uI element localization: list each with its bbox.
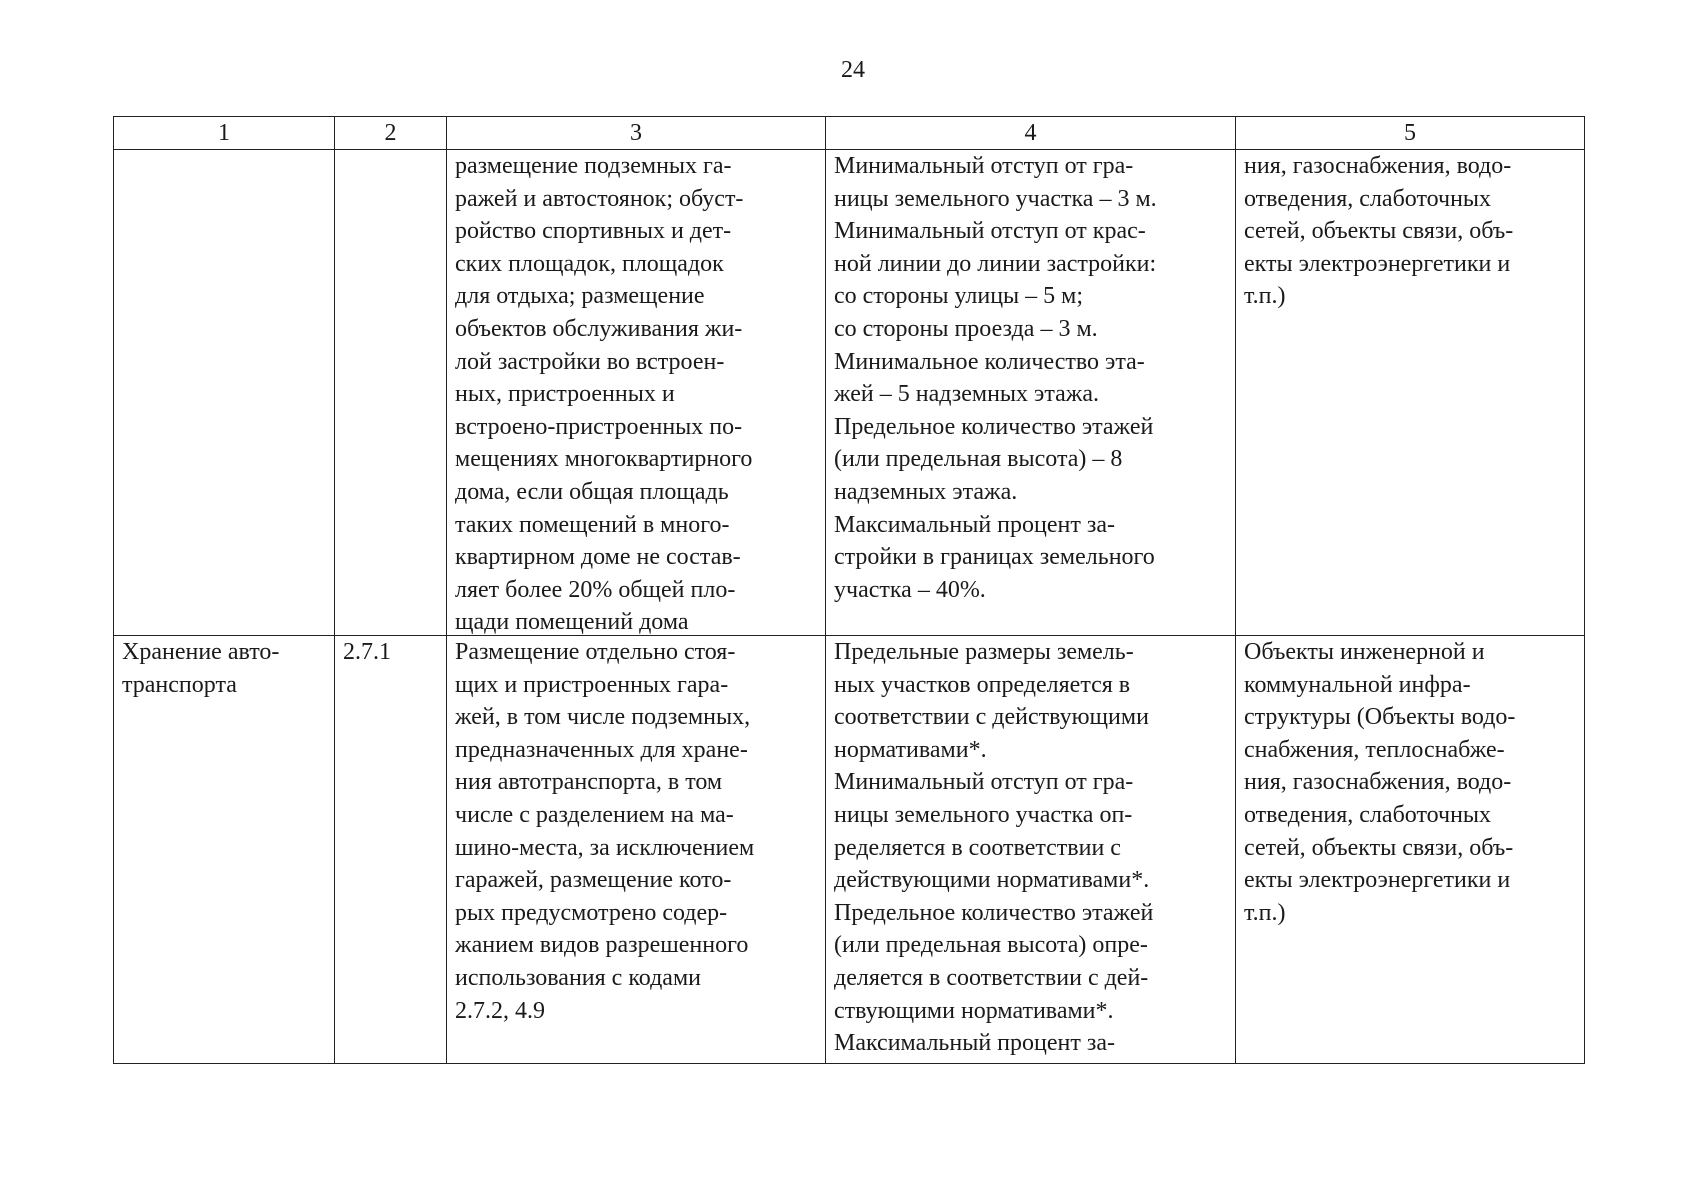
- header-cell-3: 3: [447, 117, 826, 150]
- cell-use-description: [447, 636, 826, 1064]
- cell-text: 2.7.1: [343, 639, 391, 665]
- cell-use-name: [114, 636, 335, 1064]
- page-number: 24: [841, 57, 865, 83]
- cell-text: Хранение авто- транспорта: [122, 639, 280, 698]
- cell-use-code: [335, 150, 447, 636]
- cell-text: Предельные размеры земель- ных участков определяется в соответствии с действующими нормативами*. Минимальный отступ от гра- ницы земельного участка оп- ределяется в соответствии с действующими нормативами*. Предельное количество этажей (или предельная высота) опре- деляется в соответствии с дей- ствующими нормативами*. Максимальный процент за-: [834, 639, 1154, 1057]
- cell-use-description: [447, 150, 826, 636]
- header-cell-4: 4: [826, 117, 1236, 150]
- cell-infrastructure: [1236, 636, 1585, 1064]
- cell-text: размещение подземных га- ражей и автостоянок; обуст- ройство спортивных и дет- ских площадок, площадок для отдыха; размещение объектов обслуживания жи- лой застройки во встроен- ных, пристроенных и встроено-пристроенных по- мещениях многоквартирного дома, если общая площадь таких помещений в много- квартирном доме не состав- ляет более 20% общей пло- щади помещений дома: [455, 153, 753, 635]
- table-row: [114, 636, 1585, 1064]
- cell-text: ния, газоснабжения, водо- отведения, слаботочных сетей, объекты связи, объ- екты электроэнергетики и т.п.): [1244, 153, 1514, 310]
- header-cell-1: 1: [114, 117, 335, 150]
- cell-text: Размещение отдельно стоя- щих и пристроенных гара- жей, в том числе подземных, предназначенных для хране- ния автотранспорта, в том числе с разделением на ма- шино-места, за исключением гаражей, размещение кото- рых предусмотрено содер- жанием видов разрешенного использования с кодами 2.7.2, 4.9: [455, 639, 755, 1024]
- table-header-row: [114, 117, 1585, 150]
- cell-infrastructure: [1236, 150, 1585, 636]
- cell-text: [343, 150, 438, 635]
- land-use-table: [113, 116, 1585, 1064]
- cell-use-code: [335, 636, 447, 1064]
- header-cell-5: 5: [1236, 117, 1585, 150]
- table-row: [114, 150, 1585, 636]
- cell-parameters: [826, 636, 1236, 1064]
- cell-text: Минимальный отступ от гра- ницы земельного участка – 3 м. Минимальный отступ от крас- ной линии до линии застройки: со стороны улицы – 5 м; со стороны проезда – 3 м. Минимальное количество эта- жей – 5 надземных этажа. Предельное количество этажей (или предельная высота) – 8 надземных этажа. Максимальный процент за- стройки в границах земельного участка – 40%.: [834, 153, 1157, 603]
- cell-text: [122, 150, 326, 635]
- header-cell-2: 2: [335, 117, 447, 150]
- cell-use-name: [114, 150, 335, 636]
- cell-parameters: [826, 150, 1236, 636]
- cell-text: Объекты инженерной и коммунальной инфра- структуры (Объекты водо- снабжения, теплоснабже- ния, газоснабжения, водо- отведения, слаботочных сетей, объекты связи, объ- екты электроэнергетики и т.п.): [1244, 639, 1516, 926]
